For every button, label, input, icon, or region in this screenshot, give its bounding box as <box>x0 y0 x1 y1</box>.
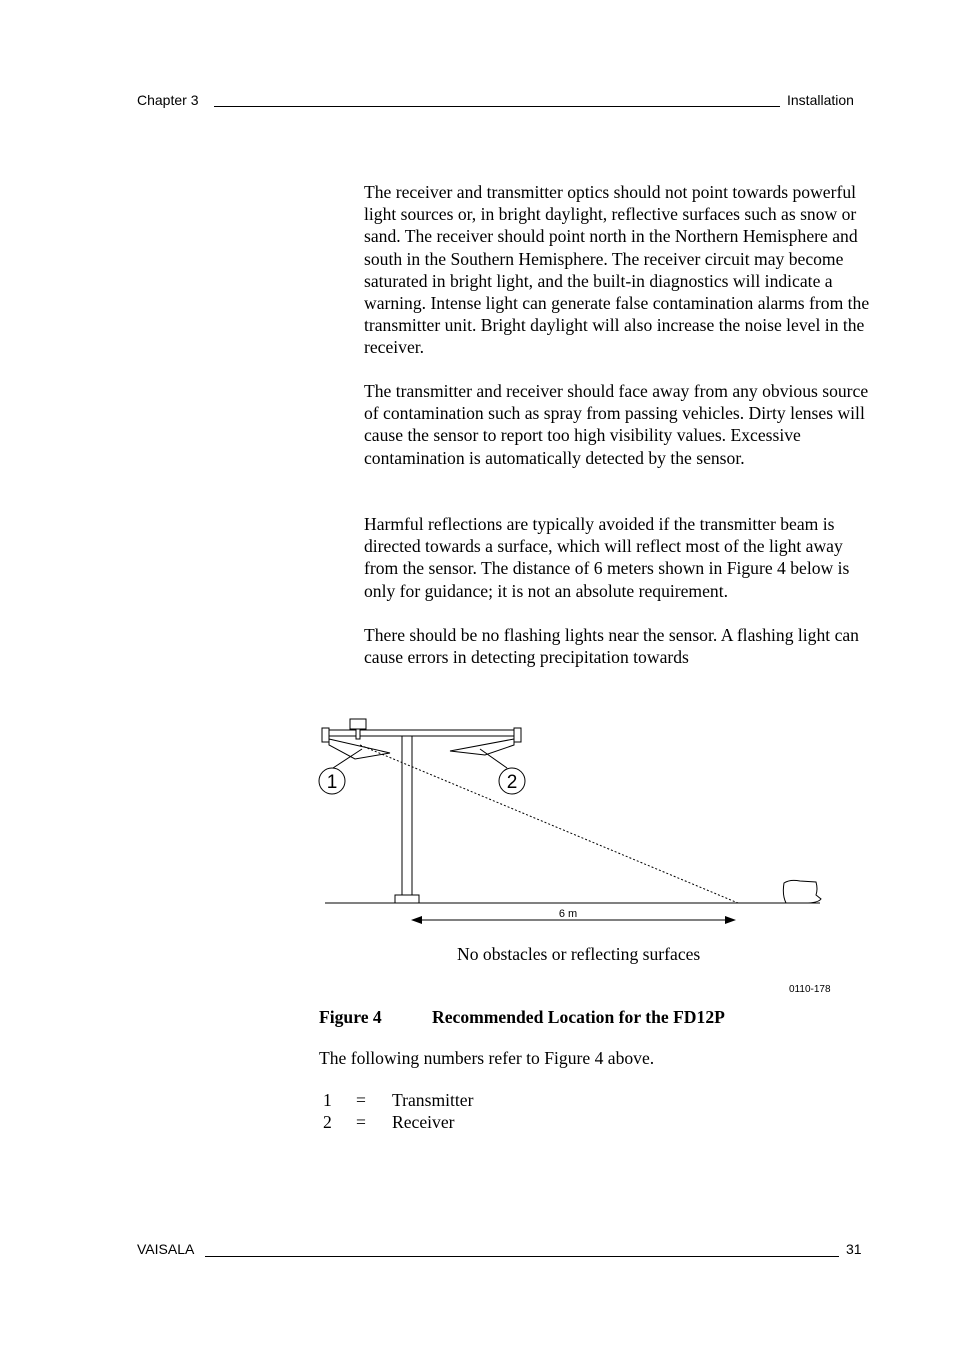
receiver-head <box>514 728 521 742</box>
figure-code: 0110-178 <box>789 984 831 995</box>
legend-equals: = <box>356 1112 366 1132</box>
paragraph-contamination: The transmitter and receiver should face away from any obvious source of contamination such as spray from passing vehicles. Dirty lenses will cause the sensor to report too high visibility values. Excessive contamination is automatically detected by the sensor. <box>364 381 869 468</box>
footer-brand: VAISALA <box>137 1241 195 1257</box>
arrow-head-left <box>411 916 422 924</box>
body-text <box>364 624 874 668</box>
paragraph-optics: The receiver and transmitter optics should not point towards powerful light sources or, in bright daylight, reflective surfaces such as snow or sand. The receiver should point north in the Northern Hemisphere and south in the Southern Hemisphere. The receiver circuit may become saturated in bright light, and the built-in diagnostics will indicate a warning. Intense light can generate false contamination alarms from the transmitter unit. Bright daylight will also increase the noise level in the receiver. <box>364 182 870 358</box>
reflecting-object <box>783 880 821 903</box>
paragraph-reflections: Harmful reflections are typically avoided if the transmitter beam is directed towards a surface, which will reflect most of the light away from the sensor. The distance of 6 meters shown in Figure 4 below is only for guidance; it is not an absolute requirement. <box>364 514 850 601</box>
body-text <box>364 380 874 469</box>
callout-number-2: 2 <box>506 772 518 793</box>
header-section: Installation <box>787 92 854 108</box>
header-chapter: Chapter 3 <box>137 92 199 108</box>
footer-page-number: 31 <box>846 1241 862 1257</box>
reference-intro: The following numbers refer to Figure 4 above. <box>319 1048 655 1068</box>
legend-label: Receiver <box>392 1112 455 1132</box>
body-text <box>364 181 874 359</box>
arrow-head-right <box>725 916 736 924</box>
transmitter-head <box>322 728 329 742</box>
footer-rule <box>205 1256 839 1257</box>
paragraph-flashing-lights: There should be no flashing lights near the sensor. A flashing light can cause errors in detecting precipitation towards <box>364 625 859 668</box>
distance-label: 6 m <box>558 908 578 920</box>
receiver-hood <box>450 739 514 755</box>
figure-title: Recommended Location for the FD12P <box>432 1007 725 1027</box>
mast <box>402 736 412 896</box>
mast-base <box>395 895 419 903</box>
callout-number-1: 1 <box>326 772 338 793</box>
legend-number: 1 <box>323 1090 332 1110</box>
control-box-stem <box>356 729 360 739</box>
installation-diagram <box>300 705 840 935</box>
body-text <box>364 513 874 602</box>
transmitter-hood <box>329 739 390 759</box>
figure-number: Figure 4 <box>319 1007 382 1027</box>
figure-caption-text: No obstacles or reflecting surfaces <box>457 944 701 964</box>
control-box <box>350 719 366 729</box>
crossarm <box>326 730 519 736</box>
legend-equals: = <box>356 1090 366 1110</box>
transmitter-beam <box>360 745 738 903</box>
legend-number: 2 <box>323 1112 332 1132</box>
header-rule <box>214 106 780 107</box>
legend-label: Transmitter <box>392 1090 474 1110</box>
